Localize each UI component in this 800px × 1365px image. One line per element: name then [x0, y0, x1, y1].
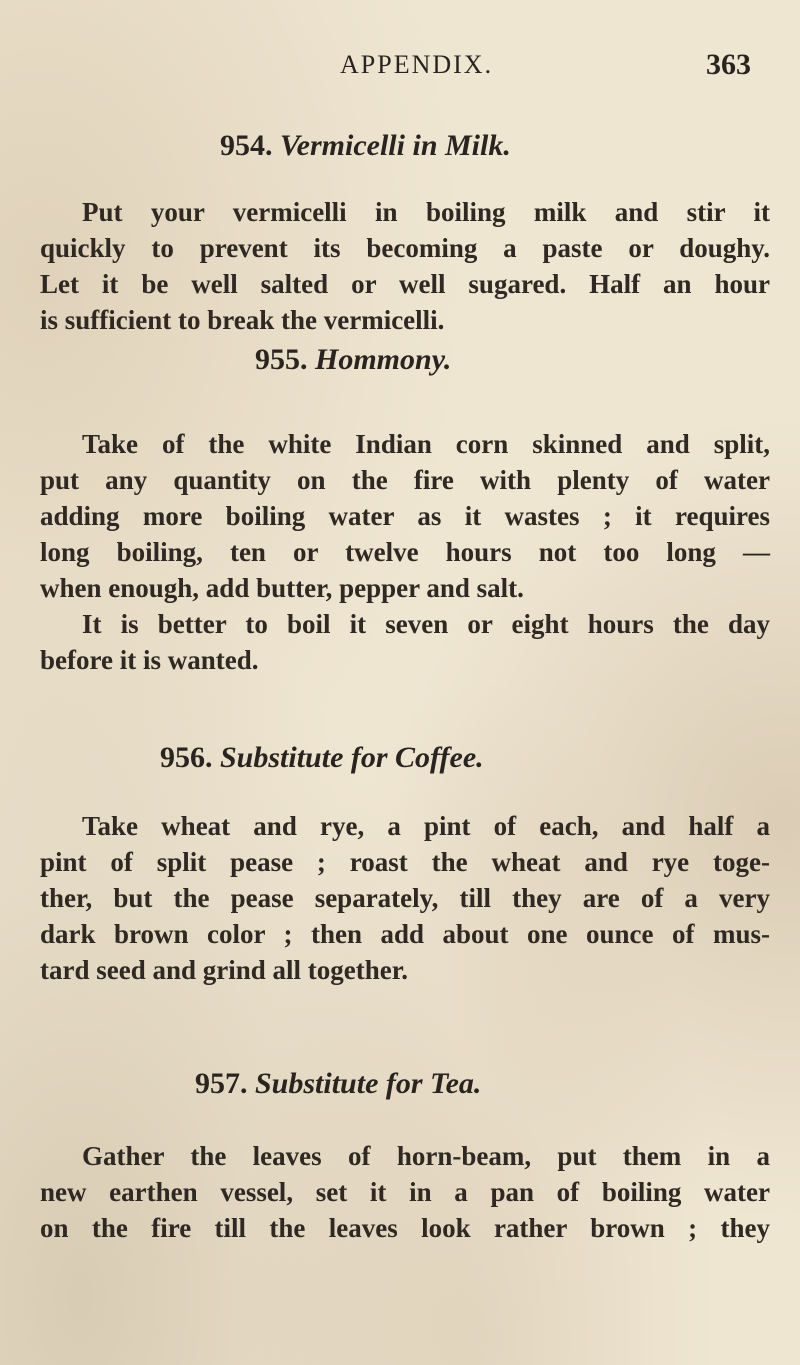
- recipe-name: Substitute for Tea.: [255, 1067, 482, 1100]
- recipe-number: 955.: [255, 343, 308, 376]
- recipe-number: 956.: [160, 741, 213, 774]
- text-line: Let it be well salted or well sugared. Half an hour: [40, 269, 770, 299]
- recipe-number: 957.: [195, 1067, 248, 1100]
- running-title: APPENDIX.: [340, 50, 494, 79]
- text-line: tard seed and grind all together.: [40, 955, 409, 985]
- recipe-title: [40, 126, 770, 166]
- text-line: long boiling, ten or twelve hours not too long —: [40, 537, 770, 567]
- recipe-957: [40, 1064, 770, 1246]
- page-number: 363: [706, 48, 751, 81]
- text-line: Take of the white Indian corn skinned and split,: [82, 429, 770, 459]
- recipe-954: [40, 126, 770, 338]
- recipe-name: Hommony.: [315, 343, 452, 376]
- text-line: on the fire till the leaves look rather brown ; they: [40, 1213, 770, 1243]
- text-line: dark brown color ; then add about one ounce of mus-: [40, 919, 770, 949]
- page-header: [0, 50, 800, 90]
- recipe-956: [40, 738, 770, 988]
- recipe-text: [40, 194, 770, 338]
- recipe-text: [40, 1138, 770, 1246]
- recipe-title: [40, 738, 770, 778]
- text-line: quickly to prevent its becoming a paste or doughy.: [40, 233, 770, 263]
- recipe-number: 954.: [220, 129, 273, 162]
- text-line: ther, but the pease separately, till they are of a very: [40, 883, 770, 913]
- recipe-title: [40, 1064, 770, 1104]
- text-line: when enough, add butter, pepper and salt.: [40, 573, 524, 603]
- text-line: Put your vermicelli in boiling milk and stir it: [82, 197, 770, 227]
- text-line: new earthen vessel, set it in a pan of boiling water: [40, 1177, 770, 1207]
- text-line: before it is wanted.: [40, 645, 259, 675]
- recipe-name: Substitute for Coffee.: [220, 741, 484, 774]
- text-line: pint of split pease ; roast the wheat and rye toge-: [40, 847, 770, 877]
- text-line: is sufficient to break the vermicelli.: [40, 305, 445, 335]
- recipe-955: [40, 340, 770, 678]
- recipe-name: Vermicelli in Milk.: [280, 129, 511, 162]
- recipe-title: [40, 340, 770, 380]
- recipe-text: [40, 808, 770, 988]
- text-line: Gather the leaves of horn-beam, put them in a: [82, 1141, 770, 1171]
- text-line: Take wheat and rye, a pint of each, and half a: [82, 811, 770, 841]
- text-line: It is better to boil it seven or eight hours the day: [82, 609, 770, 639]
- text-line: adding more boiling water as it wastes ; it requires: [40, 501, 770, 531]
- recipe-text: [40, 426, 770, 678]
- text-line: put any quantity on the fire with plenty of water: [40, 465, 770, 495]
